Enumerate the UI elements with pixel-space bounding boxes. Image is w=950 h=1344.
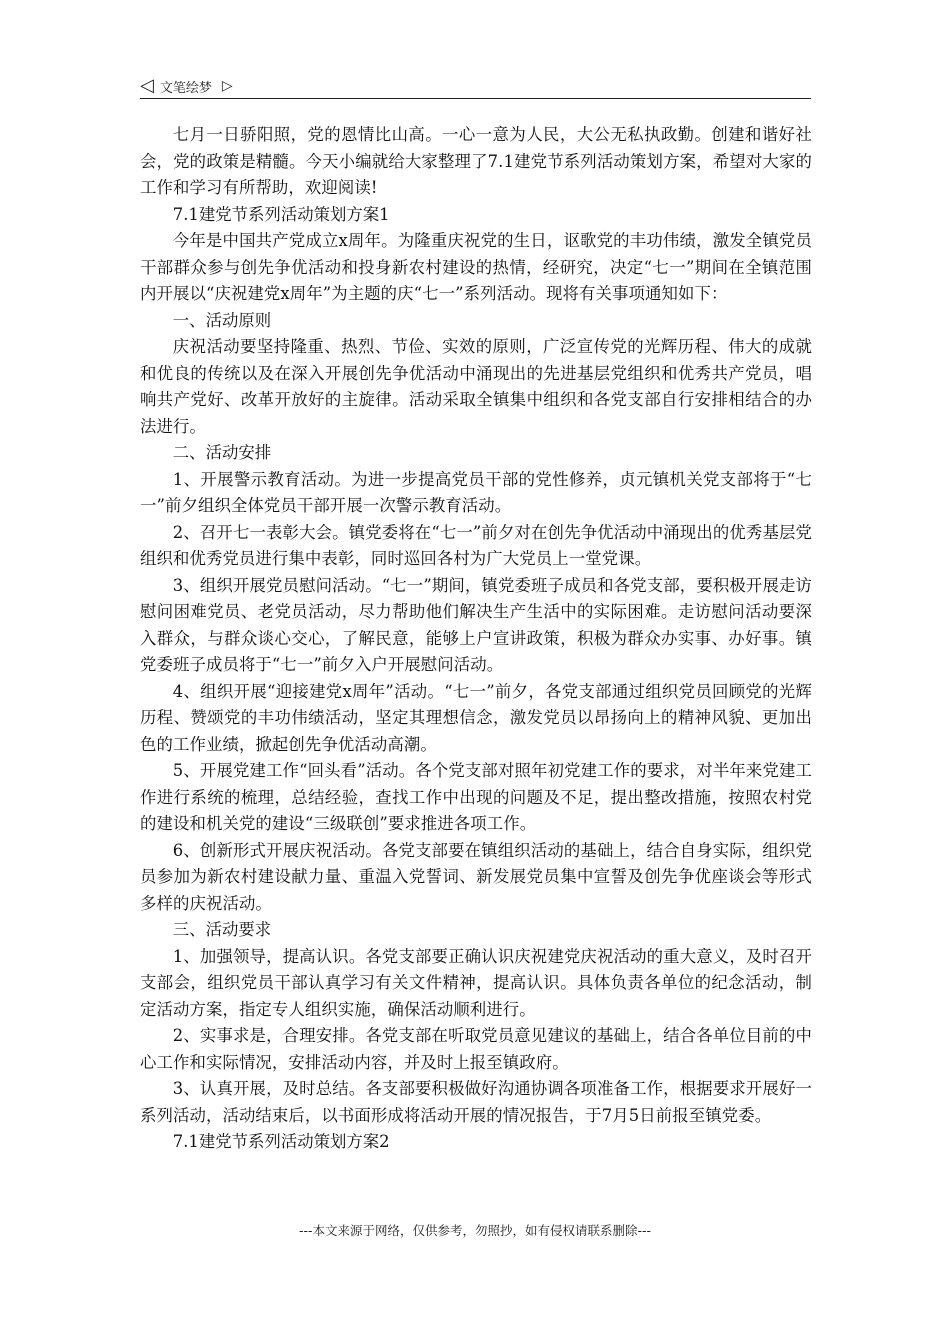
paragraph: 2、实事求是，合理安排。各党支部在听取党员意见建议的基础上，结合各单位目前的中心工作和实际情况，安排活动内容，并及时上报至镇政府。 (140, 1026, 812, 1072)
paragraph: 2、召开七一表彰大会。镇党委将在“七一”前夕对在创先争优活动中涌现出的优秀基层党组织和优秀党员进行集中表彰，同时巡回各村为广大党员上一堂党课。 (140, 522, 812, 568)
section-heading: 7.1建党节系列活动策划方案1 (172, 204, 390, 224)
page-header (140, 74, 811, 99)
paragraph: 5、开展党建工作“回头看”活动。各个党支部对照年初党建工作的要求，对半年来党建工作进行系统的梳理，总结经验，查找工作中出现的问题及不足，提出整改措施，按照农村党的建设和机关党的建设“三级联创”要求推进各项工作。 (140, 761, 812, 833)
paragraph: 1、加强领导，提高认识。各党支部要正确认识庆祝建党庆祝活动的重大意义，及时召开支部会，组织党员干部认真学习有关文件精神，提高认识。具体负责各单位的纪念活动，制定活动方案，指定专人组织实施，确保活动顺利进行。 (140, 946, 812, 1019)
brand-name: 文笔绘梦 (159, 80, 212, 96)
paragraph: 庆祝活动要坚持隆重、热烈、节俭、实效的原则，广泛宣传党的光辉历程、伟大的成就和优良的传统以及在深入开展创先争优活动中涌现出的先进基层党组织和优秀共产党员，唱响共产党好、改革开放好的主旋律。活动采取全镇集中组织和各党支部自行安排相结合的办法进行。 (140, 337, 812, 436)
footer-disclaimer: ---本文来源于网络，仅供参考，勿照抄，如有侵权请联系删除--- (298, 1223, 652, 1238)
paragraph: 1、开展警示教育活动。为进一步提高党员干部的党性修养，贞元镇机关党支部将于“七一”前夕组织全体党员干部开展一次警示教育活动。 (140, 469, 812, 515)
section-heading: 7.1建党节系列活动策划方案2 (172, 1132, 390, 1151)
paragraph: 3、认真开展，及时总结。各支部要积极做好沟通协调各项准备工作，根据要求开展好一系列活动，活动结束后，以书面形成将活动开展的情况报告，于7月5日前报至镇党委。 (140, 1079, 812, 1125)
paragraph: 6、创新形式开展庆祝活动。各党支部要在镇组织活动的基础上，结合自身实际，组织党员参加为新农村建设献力量、重温入党誓词、新发展党员集中宣誓及创先争优座谈会等形式多样的庆祝活动。 (140, 840, 812, 913)
section-heading: 一、活动原则 (172, 310, 272, 330)
paragraph: 4、组织开展“迎接建党x周年”活动。“七一”前夕，各党支部通过组织党员回顾党的光辉历程、赞颂党的丰功伟绩活动，坚定其理想信念，激发党员以昂扬向上的精神风貌、更加出色的工作业绩，掀起创先争优活动高潮。 (140, 681, 812, 754)
paragraph: 今年是中国共产党成立x周年。为隆重庆祝党的生日，讴歌党的丰功伟绩，激发全镇党员干部群众参与创先争优活动和投身新农村建设的热情，经研究，决定“七一”期间在全镇范围内开展以“庆祝建党x周年”为主题的庆“七一”系列活动。现将有关事项通知如下： (140, 231, 812, 303)
triangle-left-icon: ◁ (140, 75, 154, 96)
paragraph: 3、组织开展党员慰问活动。“七一”期间，镇党委班子成员和各党支部，要积极开展走访慰问困难党员、老党员活动，尽力帮助他们解决生产生活中的实际困难。走访慰问活动要深入群众，与群众谈心交心，了解民意，能够上户宣讲政策，积极为群众办实事、办好事。镇党委班子成员将于“七一”前夕入户开展慰问活动。 (140, 575, 812, 674)
paragraph: 七月一日骄阳照，党的恩情比山高。一心一意为人民，大公无私执政勤。创建和谐好社会，党的政策是精髓。今天小编就给大家整理了7.1建党节系列活动策划方案，希望对大家的工作和学习有所帮助，欢迎阅读! (140, 125, 812, 197)
triangle-right-icon: ▷ (221, 78, 233, 94)
section-heading: 三、活动要求 (172, 920, 272, 939)
section-heading: 二、活动安排 (172, 443, 272, 462)
document-body (140, 122, 812, 1156)
